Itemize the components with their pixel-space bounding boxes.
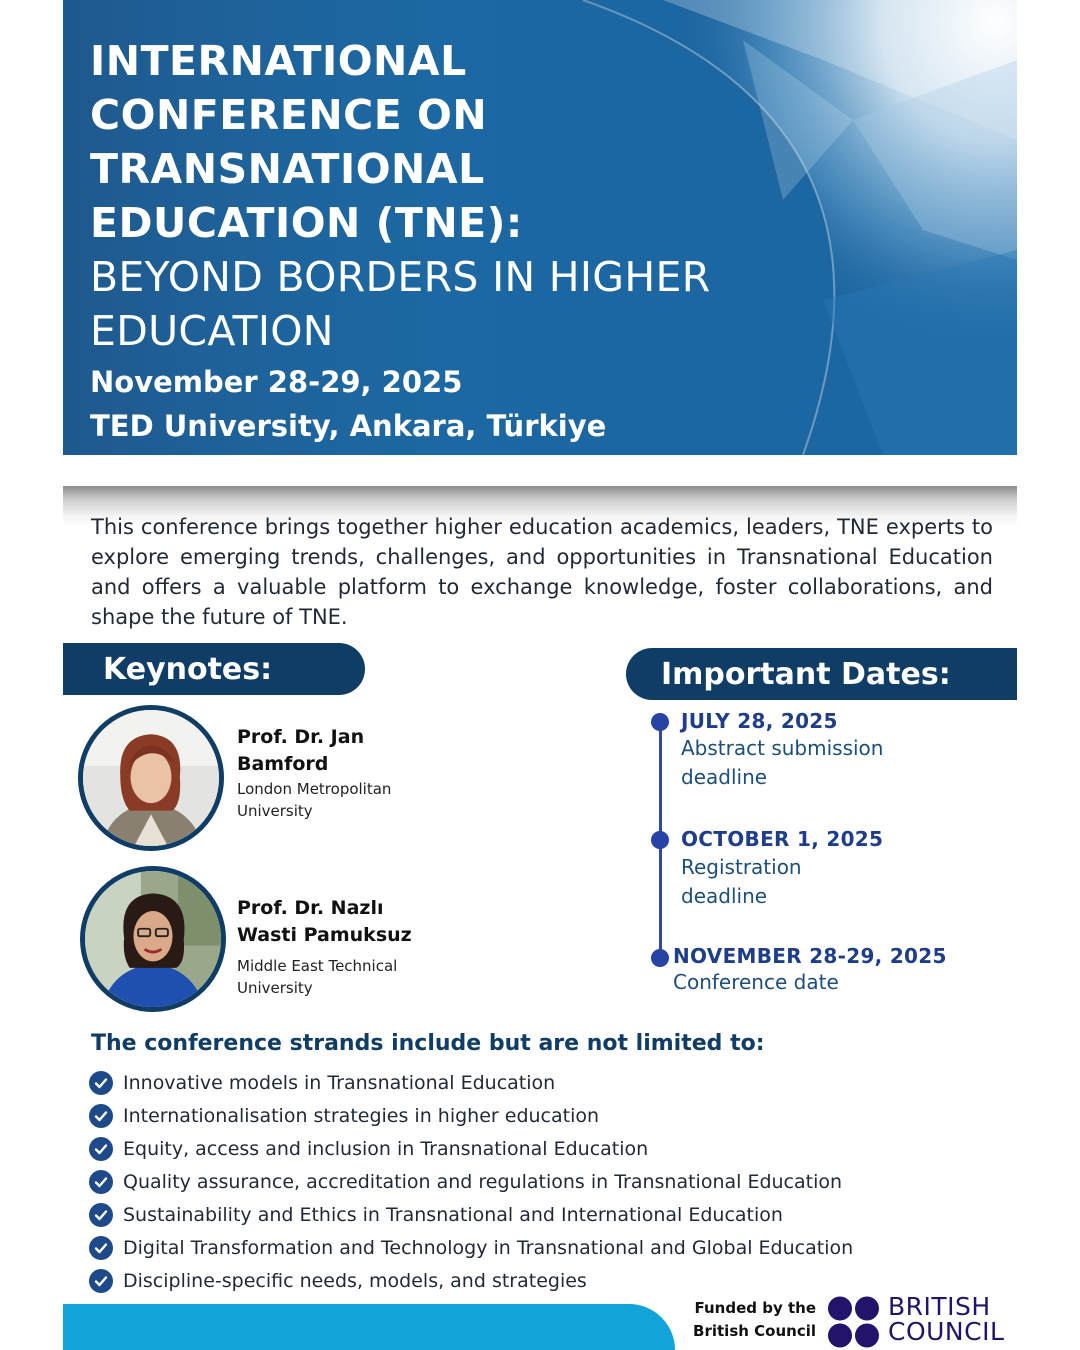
speaker-portrait-icon xyxy=(83,710,219,846)
funded-by-note xyxy=(686,1297,816,1343)
timeline-description xyxy=(681,853,802,911)
speaker-affiliation xyxy=(237,955,437,999)
list-item xyxy=(89,1198,853,1231)
timeline-dot xyxy=(651,831,669,849)
strand-list xyxy=(89,1066,853,1297)
strand-text: Equity, access and inclusion in Transnational Education xyxy=(123,1137,649,1160)
speaker-portrait-icon xyxy=(85,871,221,1007)
timeline-description xyxy=(681,734,883,792)
strand-text: Digital Transformation and Technology in Transnational and Global Education xyxy=(123,1236,854,1259)
speaker-affiliation xyxy=(237,778,437,822)
timeline-description-line: Conference date xyxy=(673,970,839,994)
keynotes-heading-label: Keynotes: xyxy=(103,651,273,687)
timeline-date: OCTOBER 1, 2025 xyxy=(681,827,884,851)
intro-paragraph: This conference brings together higher education academics, leaders, TNE experts to explore emerging trends, challenges, and opportunities in Transnational Education and offers a valuable platform to exchange knowledge, foster collaborations, and shape the future of TNE. xyxy=(91,515,993,629)
important-dates-heading xyxy=(626,648,1017,700)
speaker-card-2 xyxy=(237,895,437,999)
timeline-description-line: Registration xyxy=(681,855,802,879)
important-dates-heading-label: Important Dates: xyxy=(661,656,951,692)
timeline-dot xyxy=(651,949,669,967)
timeline-description-line: deadline xyxy=(681,765,768,789)
timeline-description xyxy=(673,968,839,997)
list-item xyxy=(89,1066,853,1099)
title-line: EDUCATION (TNE): xyxy=(90,199,523,247)
speaker-card-1 xyxy=(237,724,437,822)
check-circle-icon xyxy=(89,1137,113,1161)
logotype-line: COUNCIL xyxy=(888,1317,1005,1346)
keynotes-heading xyxy=(63,643,365,695)
list-item xyxy=(89,1231,853,1264)
strand-text: Quality assurance, accreditation and regulations in Transnational Education xyxy=(123,1170,843,1193)
speaker-name xyxy=(237,895,437,949)
timeline-date: JULY 28, 2025 xyxy=(681,709,838,733)
list-item xyxy=(89,1165,853,1198)
speaker-name-line: Wasti Pamuksuz xyxy=(237,924,412,946)
strand-text: Discipline-specific needs, models, and strategies xyxy=(123,1269,587,1292)
speaker-name xyxy=(237,724,437,778)
subtitle-line: BEYOND BORDERS IN HIGHER xyxy=(90,253,711,301)
footer-accent-bar xyxy=(63,1304,675,1350)
funded-by-line: Funded by the xyxy=(694,1299,816,1317)
hero-text-block xyxy=(90,34,710,448)
check-circle-icon xyxy=(89,1203,113,1227)
speaker-name-line: Prof. Dr. Nazlı xyxy=(237,897,384,919)
conference-subtitle xyxy=(90,250,710,358)
speaker-affiliation-line: University xyxy=(237,979,313,997)
speaker-photo-1 xyxy=(78,705,224,851)
speaker-affiliation-line: University xyxy=(237,802,313,820)
check-circle-icon xyxy=(89,1170,113,1194)
speaker-affiliation-line: Middle East Technical xyxy=(237,957,398,975)
hero-banner xyxy=(63,0,1017,455)
conference-title xyxy=(90,34,710,250)
speaker-name-line: Bamford xyxy=(237,753,329,775)
check-circle-icon xyxy=(89,1071,113,1095)
title-line: TRANSNATIONAL xyxy=(90,145,485,193)
check-circle-icon xyxy=(89,1104,113,1128)
timeline-description-line: Abstract submission xyxy=(681,736,884,760)
timeline-date: NOVEMBER 28-29, 2025 xyxy=(673,944,947,968)
strand-text: Sustainability and Ethics in Transnational and International Education xyxy=(123,1203,783,1226)
speaker-affiliation-line: London Metropolitan xyxy=(237,780,392,798)
funded-by-line: British Council xyxy=(693,1322,816,1340)
check-circle-icon xyxy=(89,1236,113,1260)
timeline-description-line: deadline xyxy=(681,884,768,908)
strands-title: The conference strands include but are not limited to: xyxy=(91,1031,765,1056)
check-circle-icon xyxy=(89,1269,113,1293)
strand-text: Internationalisation strategies in higher education xyxy=(123,1104,600,1127)
list-item xyxy=(89,1099,853,1132)
strand-text: Innovative models in Transnational Education xyxy=(123,1071,556,1094)
conference-venue: TED University, Ankara, Türkiye xyxy=(90,409,607,443)
logotype-line: BRITISH xyxy=(888,1292,991,1321)
conference-date: November 28-29, 2025 xyxy=(90,365,463,399)
subtitle-line: EDUCATION xyxy=(90,307,334,355)
speaker-name-line: Prof. Dr. Jan xyxy=(237,726,365,748)
title-line: INTERNATIONAL xyxy=(90,37,467,85)
british-council-logo-icon xyxy=(827,1296,881,1348)
list-item xyxy=(89,1132,853,1165)
timeline-dot xyxy=(651,713,669,731)
title-line: CONFERENCE ON xyxy=(90,91,488,139)
list-item xyxy=(89,1264,853,1297)
british-council-logotype xyxy=(888,1294,1004,1344)
speaker-photo-2 xyxy=(80,866,226,1012)
